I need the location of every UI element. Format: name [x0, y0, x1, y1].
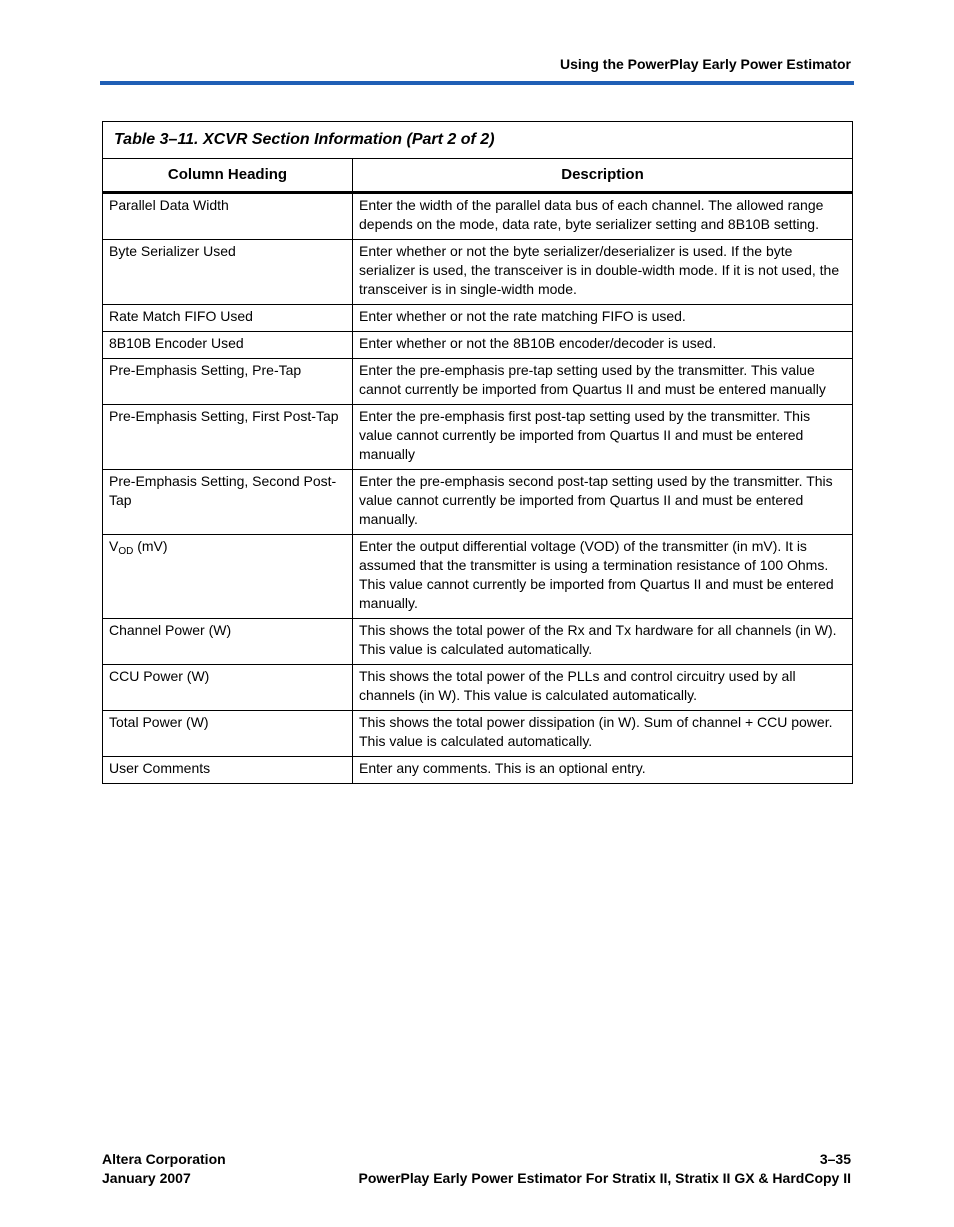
table-row	[103, 757, 853, 784]
table-row	[103, 619, 853, 665]
row-heading: Total Power (W)	[103, 711, 353, 757]
row-description: Enter the width of the parallel data bus of each channel. The allowed range depends on the mode, data rate, byte serializer setting and 8B10B setting.	[353, 193, 853, 240]
header-rule	[100, 81, 854, 85]
row-description: Enter whether or not the rate matching FIFO is used.	[353, 305, 853, 332]
table-row	[103, 711, 853, 757]
row-description: Enter the pre-emphasis first post-tap setting used by the transmitter. This value cannot currently be imported from Quartus II and must be entered manually	[353, 405, 853, 470]
vod-subscript: OD	[118, 546, 134, 557]
row-heading: Channel Power (W)	[103, 619, 353, 665]
table-row	[103, 665, 853, 711]
row-heading: Rate Match FIFO Used	[103, 305, 353, 332]
row-heading: CCU Power (W)	[103, 665, 353, 711]
row-heading: Pre-Emphasis Setting, Pre-Tap	[103, 359, 353, 405]
table-row	[103, 305, 853, 332]
row-heading: Pre-Emphasis Setting, First Post-Tap	[103, 405, 353, 470]
table-row	[103, 193, 853, 240]
row-heading: Pre-Emphasis Setting, Second Post-Tap	[103, 470, 353, 535]
row-description: Enter whether or not the 8B10B encoder/decoder is used.	[353, 332, 853, 359]
row-description: Enter whether or not the byte serializer/deserializer is used. If the byte serializer is used, the transceiver is in double-width mode. If it is not used, the transceiver is in single-width mode.	[353, 240, 853, 305]
row-description: Enter the pre-emphasis second post-tap setting used by the transmitter. This value cannot currently be imported from Quartus II and must be entered manually.	[353, 470, 853, 535]
vod-unit: (mV)	[133, 538, 168, 554]
footer-right	[359, 1150, 851, 1188]
table-caption: Table 3–11. XCVR Section Information (Part 2 of 2)	[103, 122, 853, 159]
footer-left	[102, 1150, 226, 1188]
column-header-description: Description	[353, 159, 853, 193]
xcvr-table-container	[102, 121, 852, 784]
column-header-heading: Column Heading	[103, 159, 353, 193]
table-row	[103, 470, 853, 535]
table-row	[103, 359, 853, 405]
footer-date: January 2007	[102, 1170, 191, 1186]
table-row	[103, 332, 853, 359]
row-heading-vod	[103, 535, 353, 619]
vod-symbol: V	[109, 538, 119, 554]
footer-page-number: 3–35	[819, 1151, 851, 1167]
row-description: Enter the output differential voltage (VOD) of the transmitter (in mV). It is assumed that the transmitter is using a termination resistance of 100 Ohms. This value cannot currently be imported from Quartus II and must be entered manually.	[353, 535, 853, 619]
table-header-row	[103, 159, 853, 193]
running-header-title: Using the PowerPlay Early Power Estimator	[560, 56, 851, 72]
row-heading: User Comments	[103, 757, 353, 784]
row-description: This shows the total power dissipation (in W). Sum of channel + CCU power. This value is calculated automatically.	[353, 711, 853, 757]
row-description: This shows the total power of the Rx and Tx hardware for all channels (in W). This value is calculated automatically.	[353, 619, 853, 665]
table-row	[103, 240, 853, 305]
footer-doc-title: PowerPlay Early Power Estimator For Stratix II, Stratix II GX & HardCopy II	[358, 1170, 851, 1186]
row-heading: 8B10B Encoder Used	[103, 332, 353, 359]
row-heading: Byte Serializer Used	[103, 240, 353, 305]
row-heading: Parallel Data Width	[103, 193, 353, 240]
table-row	[103, 535, 853, 619]
row-description: Enter the pre-emphasis pre-tap setting used by the transmitter. This value cannot currently be imported from Quartus II and must be entered manually	[353, 359, 853, 405]
row-description: This shows the total power of the PLLs and control circuitry used by all channels (in W). This value is calculated automatically.	[353, 665, 853, 711]
xcvr-section-table	[102, 121, 853, 784]
row-description: Enter any comments. This is an optional entry.	[353, 757, 853, 784]
footer-company: Altera Corporation	[102, 1151, 226, 1167]
table-row	[103, 405, 853, 470]
table-caption-row	[103, 122, 853, 159]
